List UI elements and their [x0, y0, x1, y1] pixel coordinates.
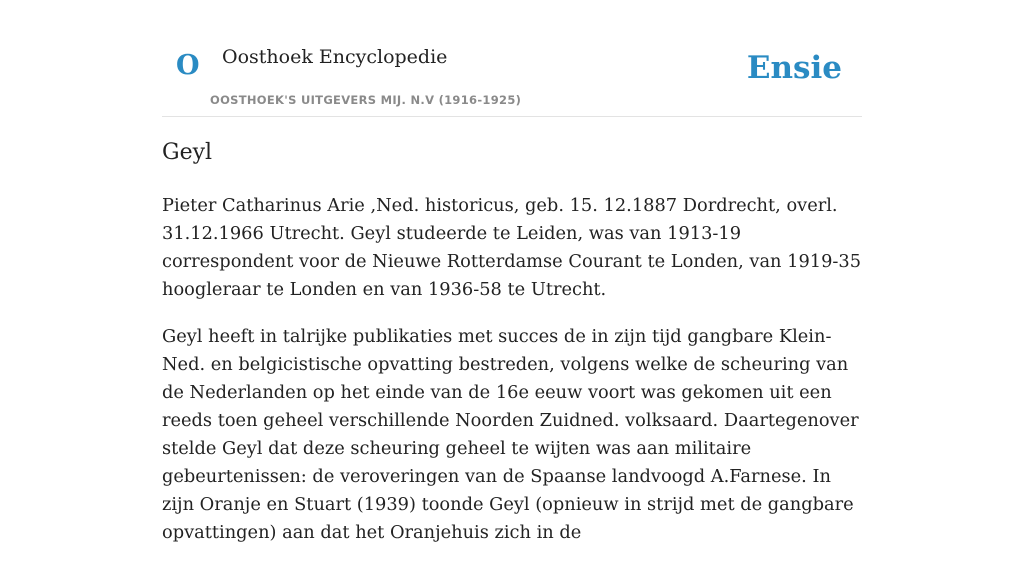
- article-paragraph: Geyl heeft in talrijke publikaties met succes de in zijn tijd gangbare Klein-Ned. en belgicistische opvatting bestreden, volgens welke de scheuring van de Nederlanden op het einde van de 16e eeuw voort was gekomen uit een reeds toen geheel verschillende Noorden Zuidned. volksaard. Daartegenover stelde Geyl dat deze scheuring geheel te wijten was aan militaire gebeurtenissen: de veroveringen van de Spaanse landvoogd A.Farnese. In zijn Oranje en Stuart (1939) toonde Geyl (opnieuw in strijd met de gangbare opvattingen) aan dat het Oranjehuis zich in de: [162, 326, 859, 543]
- content-container: [162, 0, 862, 543]
- header: [162, 0, 862, 117]
- article-title: Geyl: [162, 140, 213, 165]
- site-subtitle: OOSTHOEK'S UITGEVERS MIJ. N.V (1916-1925): [210, 93, 522, 107]
- article-body: [162, 192, 862, 566]
- article-paragraph: Pieter Catharinus Arie ,Ned. historicus, geb. 15. 12.1887 Dordrecht, overl. 31.12.1966 Utrecht. Geyl studeerde te Leiden, was van 1913-19 correspondent voor de Nieuwe Rotterdamse Courant te Londen, van 1919-35 hoogleraar te Londen en van 1936-58 te Utrecht.: [162, 195, 862, 300]
- logo-letter[interactable]: O: [176, 50, 200, 81]
- site-title-link[interactable]: Oosthoek Encyclopedie: [222, 46, 448, 68]
- brand-logo-link[interactable]: Ensie: [746, 50, 842, 86]
